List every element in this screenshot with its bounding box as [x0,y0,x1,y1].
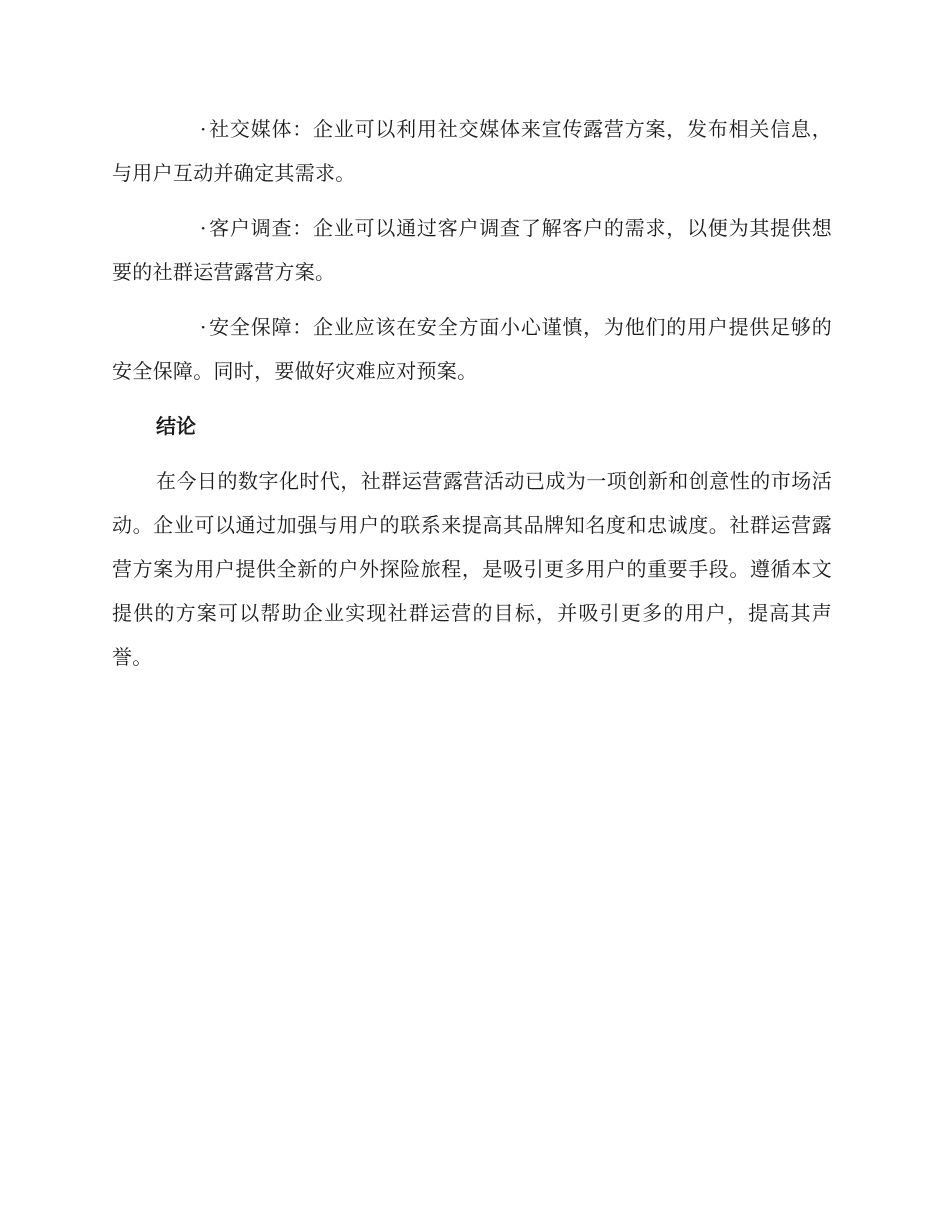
conclusion-paragraph: 在今日的数字化时代，社群运营露营活动已成为一项创新和创意性的市场活动。企业可以通过加强与用户的联系来提高其品牌知名度和忠诚度。社群运营露营方案为用户提供全新的户外探险旅程，是吸引更多用户的重要手段。遵循本文提供的方案可以帮助企业实现社群运营的目标，并吸引更多的用户，提高其声誉。 [112,469,832,669]
bullet-marker: · [200,315,207,339]
document-body [112,107,832,679]
bullet-item-customer-survey [112,206,832,294]
bullet-item-social-media [112,107,832,195]
bullet-text: 安全保障：企业应该在安全方面小心谨慎，为他们的用户提供足够的安全保障。同时，要做好灾难应对预案。 [112,315,832,383]
bullet-item-safety [112,305,832,393]
bullet-marker: · [200,117,207,141]
bullet-text: 社交媒体：企业可以利用社交媒体来宣传露营方案，发布相关信息，与用户互动并确定其需求。 [112,117,832,185]
bullet-text: 客户调查：企业可以通过客户调查了解客户的需求，以便为其提供想要的社群运营露营方案。 [112,216,832,284]
section-heading-conclusion: 结论 [156,414,196,438]
bullet-marker: · [200,216,207,240]
